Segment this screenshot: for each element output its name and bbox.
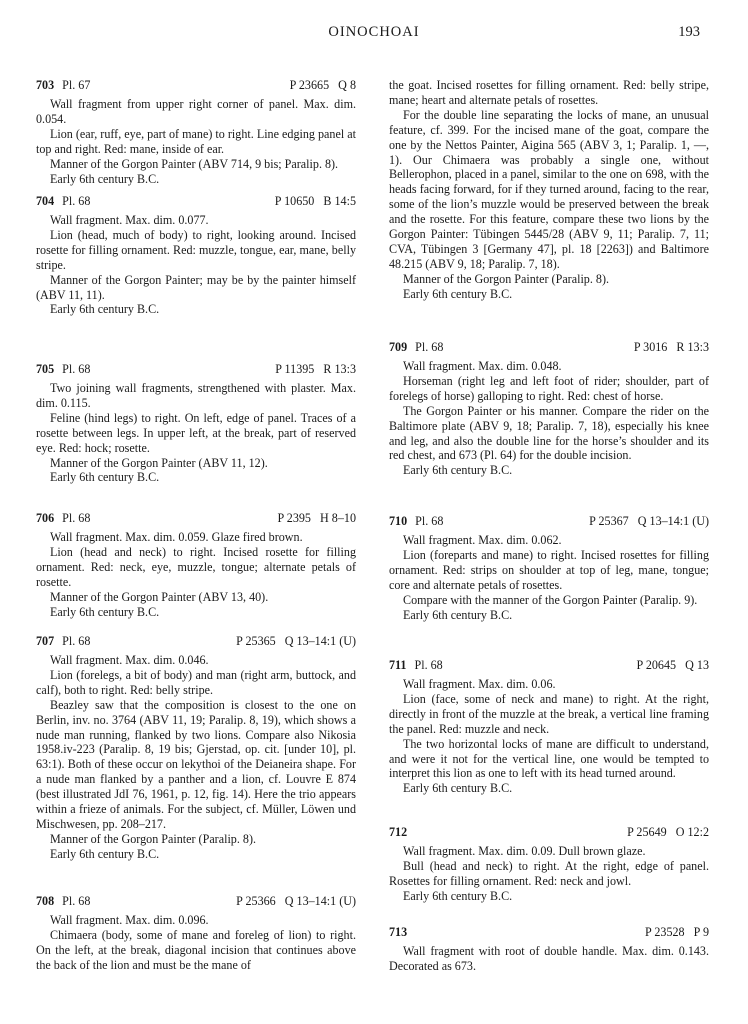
date-paragraph: Early 6th century B.C. [403, 607, 513, 622]
entry-heading [389, 658, 709, 674]
attribution-paragraph: Manner of the Gorgon Painter; may be by the painter himself (ABV 11, 11). [36, 272, 356, 302]
page-number: 193 [678, 24, 700, 40]
inventory-number: P 3016 R 13:3 [633, 340, 709, 354]
inventory-number: P 20645 Q 13 [636, 658, 709, 672]
description-paragraph: Wall fragment. Max. dim. 0.062. [403, 533, 562, 547]
entry-heading [389, 825, 709, 841]
catalog-entry-706 [36, 511, 356, 619]
running-header [0, 24, 748, 44]
date-paragraph: Early 6th century B.C. [50, 171, 160, 186]
plate-ref: Pl. 68 [62, 634, 91, 648]
attribution-paragraph: Manner of the Gorgon Painter (ABV 13, 40). [50, 589, 269, 604]
description-paragraph: Wall fragment. Max. dim. 0.09. Dull brown glaze. [403, 844, 646, 858]
date-paragraph: Early 6th century B.C. [50, 604, 160, 619]
plate-ref: Pl. 68 [62, 194, 91, 208]
catalog-entry-712 [389, 825, 709, 904]
attribution-paragraph: Manner of the Gorgon Painter (Paralip. 8). [50, 831, 256, 846]
inventory-number: P 23665 Q 8 [289, 78, 356, 92]
date-paragraph: Early 6th century B.C. [50, 470, 160, 485]
attribution-paragraph: Manner of the Gorgon Painter (ABV 714, 9 bis; Paralip. 8). [50, 156, 339, 171]
entry-heading [36, 511, 356, 527]
plate-ref: Pl. 68 [62, 362, 91, 376]
plate-ref: Pl. 68 [415, 340, 444, 354]
plate-ref: Pl. 67 [62, 78, 91, 92]
date-paragraph: Early 6th century B.C. [403, 286, 513, 301]
inventory-number: P 25365 Q 13–14:1 (U) [236, 634, 356, 648]
description-paragraph: Wall fragment. Max. dim. 0.096. [50, 913, 209, 927]
entry-heading [389, 340, 709, 356]
catalog-entry-711 [389, 658, 709, 796]
catalog-entry-713 [389, 925, 709, 974]
description-paragraph: Feline (hind legs) to right. On left, edge of panel. Traces of a rosette between legs. In upper left, at the break, part of reserved eye. Red: hock; rosette. [36, 410, 356, 455]
plate-ref: Pl. 68 [415, 514, 444, 528]
entry-number: 713 [389, 925, 408, 939]
catalog-entry-704 [36, 194, 356, 317]
inventory-number: P 25366 Q 13–14:1 (U) [236, 894, 356, 908]
description-paragraph: Lion (head, much of body) to right, looking around. Incised rosette for filling ornament. Red: muzzle, tongue, ear, mane, belly stripe. [36, 227, 356, 272]
entry-number: 706 [36, 511, 55, 525]
inventory-number: P 11395 R 13:3 [275, 362, 356, 376]
entry-number: 712 [389, 825, 408, 839]
date-paragraph: Early 6th century B.C. [403, 463, 513, 478]
running-title: OINOCHOAI [328, 24, 420, 40]
plate-ref: Pl. 68 [62, 511, 91, 525]
commentary-paragraph: Beazley saw that the composition is closest to the one on Berlin, inv. no. 3764 (ABV 11, 19; Paralip. 8, 19), which shows a nude man running, flanked by two lions. Compare also Nikosia 1958.iv-223 (Paralip. 8, 19 bis; Gjerstad, op. cit. [under 10], pl. 63:1). Both of these occur on lekythoi of the Deianeira shape. For a nude man flanked by a panther and a lion, cf. Louvre E 874 (best illustrated JdI 76, 1961, p. 12, fig. 14). Here the trio appears within a frieze of animals. For the subject, cf. Müller, Löwen und Mischwesen, pp. 208–217. [36, 697, 356, 831]
description-paragraph: Lion (foreparts and mane) to right. Incised rosettes for filling ornament. Red: strips on shoulder at top of leg, mane, tongue; core and alternate petals of rosettes. [389, 547, 709, 592]
date-paragraph: Early 6th century B.C. [403, 781, 513, 796]
entry-heading [36, 78, 356, 94]
catalog-entry-703 [36, 78, 356, 186]
description-paragraph: Wall fragment. Max. dim. 0.06. [403, 677, 556, 691]
inventory-number: P 2395 H 8–10 [277, 511, 356, 525]
catalog-entry-709 [389, 340, 709, 478]
entry-number: 708 [36, 894, 55, 908]
entry-heading [36, 362, 356, 378]
description-paragraph: Two joining wall fragments, strengthened with plaster. Max. dim. 0.115. [36, 381, 356, 410]
entry-heading [36, 194, 356, 210]
entry-heading [36, 634, 356, 650]
date-paragraph: Early 6th century B.C. [50, 302, 160, 317]
plate-ref: Pl. 68 [414, 658, 443, 672]
date-paragraph: Early 6th century B.C. [403, 888, 513, 903]
catalog-entry-705 [36, 362, 356, 485]
commentary-paragraph: The two horizontal locks of mane are difficult to understand, and were it not for the vertical line, one would be tempted to interpret this lion as one to left with its head turned around. [389, 736, 709, 781]
catalog-entry-708 [36, 894, 356, 973]
attribution-paragraph: Compare with the manner of the Gorgon Painter (Paralip. 9). [403, 592, 698, 607]
description-paragraph: Lion (face, some of neck and mane) to right. At the right, directly in front of the muzzle at the break, a vertical line framing the panel. Red: muzzle and neck. [389, 691, 709, 736]
commentary-paragraph: For the double line separating the locks of mane, an unusual feature, cf. 399. For the incised mane of the goat, compare the one by the Nettos Painter, Aigina 565 (ABV 3, 1; Paralip. 1, —, 1). Our Chimaera was probably a single one, without Bellerophon, placed in a panel, similar to the one on 698, with the heads facing forward, for if they turned around, facing to the rear, some of the lion’s muzzle would be preserved between the break and the rosette. For this feature, compare these two lions by the Gorgon Painter: Tübingen 5445/28 (ABV 9, 11; Paralip. 7, 11; CVA, Tübingen 3 [Germany 47], pl. 18 [2263]) and Baltimore 48.215 (ABV 9, 18; Paralip. 7, 18). [389, 107, 709, 271]
inventory-number: P 10650 B 14:5 [274, 194, 356, 208]
description-paragraph: Wall fragment. Max. dim. 0.077. [50, 213, 209, 227]
description-paragraph: Wall fragment. Max. dim. 0.048. [403, 359, 562, 373]
entry-heading [389, 925, 709, 941]
entry-number: 704 [36, 194, 55, 208]
entry-number: 710 [389, 514, 408, 528]
description-paragraph: Chimaera (body, some of mane and foreleg of lion) to right. On the left, at the break, diagonal incision that continues above the back of the lion and must be the mane of [36, 927, 356, 972]
attribution-paragraph: Manner of the Gorgon Painter (Paralip. 8). [403, 271, 609, 286]
entry-heading [36, 894, 356, 910]
description-paragraph: Wall fragment. Max. dim. 0.059. Glaze fired brown. [50, 530, 303, 544]
entry-number: 703 [36, 78, 55, 92]
description-paragraph: Lion (head and neck) to right. Incised rosette for filling ornament. Red: neck, eye, muzzle, tongue; alternate petals of rosette. [36, 544, 356, 589]
entry-heading [389, 514, 709, 530]
plate-ref: Pl. 68 [62, 894, 91, 908]
catalog-entry-707 [36, 634, 356, 862]
inventory-number: P 25649 O 12:2 [627, 825, 709, 839]
catalog-entry-710 [389, 514, 709, 622]
description-paragraph: Wall fragment with root of double handle. Max. dim. 0.143. Decorated as 673. [389, 944, 709, 973]
entry-number: 709 [389, 340, 408, 354]
date-paragraph: Early 6th century B.C. [50, 846, 160, 861]
description-paragraph: Wall fragment from upper right corner of panel. Max. dim. 0.054. [36, 97, 356, 126]
description-paragraph: Lion (forelegs, a bit of body) and man (right arm, buttock, and calf), both to right. Red: belly stripe. [36, 667, 356, 697]
inventory-number: P 23528 P 9 [645, 925, 709, 939]
commentary-paragraph: The Gorgon Painter or his manner. Compare the rider on the Baltimore plate (ABV 9, 18; Paralip. 7, 18), especially his knee and leg, and also the double line for the horse’s shoulder and its red chest, and 673 (Pl. 64) for the double incision. [389, 403, 709, 463]
entry-number: 707 [36, 634, 55, 648]
inventory-number: P 25367 Q 13–14:1 (U) [589, 514, 709, 528]
description-paragraph: the goat. Incised rosettes for filling ornament. Red: belly stripe, mane; heart and alternate petals of rosettes. [389, 78, 709, 107]
attribution-paragraph: Manner of the Gorgon Painter (ABV 11, 12). [50, 455, 268, 470]
description-paragraph: Wall fragment. Max. dim. 0.046. [50, 653, 209, 667]
entry-number: 711 [389, 658, 407, 672]
description-paragraph: Bull (head and neck) to right. At the right, edge of panel. Rosettes for filling ornament. Red: neck and jowl. [389, 858, 709, 888]
description-paragraph: Horseman (right leg and left foot of rider; shoulder, part of forelegs of horse) galloping to right. Red: chest of horse. [389, 373, 709, 403]
entry-number: 705 [36, 362, 55, 376]
description-paragraph: Lion (ear, ruff, eye, part of mane) to right. Line edging panel at top and right. Red: mane, inside of ear. [36, 126, 356, 156]
catalog-entry-708-continued [389, 78, 709, 302]
